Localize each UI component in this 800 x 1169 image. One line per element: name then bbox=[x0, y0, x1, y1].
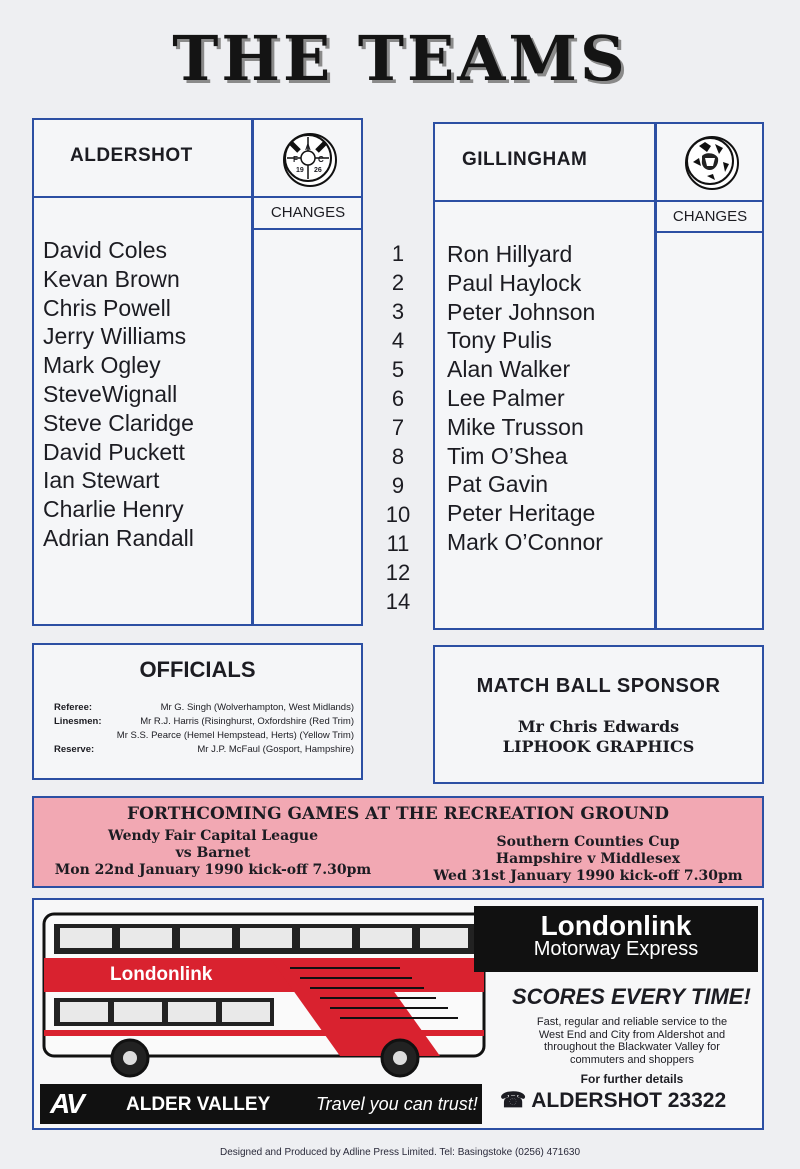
officials-panel: OFFICIALS Referee: Mr G. Singh (Wolverhampton, West Midlands) Linesmen: Mr R.J. Harris (Risinghurst, Oxfordshire (Red Trim) Mr S.S. Pearce (Hemel Hempstead, Herts) (Yellow Trim) Reserve: Mr J.P. McFaul (Gosport, Hampshire) bbox=[32, 643, 363, 780]
officials-title: OFFICIALS bbox=[139, 657, 256, 682]
home-player: SteveWignall bbox=[43, 380, 178, 407]
bus-side-label: Londonlink bbox=[110, 964, 213, 985]
page-title: THE TEAMS bbox=[172, 22, 628, 95]
alder-valley-name: ALDER VALLEY bbox=[126, 1094, 271, 1115]
advert-details-label: For further details bbox=[580, 1072, 684, 1086]
sponsor-name: Mr Chris Edwards bbox=[517, 717, 680, 736]
official-row: Referee: Mr G. Singh (Wolverhampton, West Midlands) bbox=[54, 702, 354, 713]
forthcoming-game-2: Southern Counties Cup Hampshire v Middlesex Wed 31st January 1990 kick-off 7.30pm bbox=[433, 834, 743, 884]
away-player: Mike Trusson bbox=[447, 413, 584, 440]
home-player: David Coles bbox=[43, 237, 167, 263]
shirt-number: 4 bbox=[391, 328, 405, 353]
londonlink-advert bbox=[32, 898, 764, 1130]
advert-slogan: SCORES EVERY TIME! bbox=[512, 984, 751, 1009]
sponsor-title: MATCH BALL SPONSOR bbox=[476, 675, 721, 697]
phone-line bbox=[500, 1088, 726, 1113]
aldershot-crest-icon: A F C 19 26 bbox=[283, 133, 337, 187]
home-player: Jerry Williams bbox=[43, 323, 187, 350]
home-team-name: ALDERSHOT bbox=[70, 145, 193, 166]
away-player: Tim O’Shea bbox=[447, 442, 568, 469]
away-player: Peter Heritage bbox=[447, 500, 596, 527]
brand-subname: Motorway Express bbox=[533, 938, 699, 960]
coach-illustration bbox=[40, 906, 490, 1081]
shirt-number: 11 bbox=[386, 531, 410, 556]
home-player: Ian Stewart bbox=[43, 467, 160, 494]
advert-body: Fast, regular and reliable service to the West End and City from Aldershot and throughout the Blackwater Valley for commuters and shoppers bbox=[536, 1016, 728, 1066]
alder-valley-logo-icon: AV bbox=[50, 1088, 83, 1119]
shirt-number: 7 bbox=[391, 415, 405, 440]
official-row: Linesmen: Mr R.J. Harris (Risinghurst, Oxfordshire (Red Trim) bbox=[54, 716, 354, 727]
away-player: Lee Palmer bbox=[447, 384, 565, 411]
home-player: Charlie Henry bbox=[43, 496, 184, 523]
away-player: Alan Walker bbox=[447, 356, 571, 383]
shirt-number: 6 bbox=[391, 386, 405, 411]
home-player: David Puckett bbox=[43, 438, 185, 465]
away-player: Pat Gavin bbox=[447, 471, 548, 498]
sponsor-panel bbox=[433, 645, 764, 784]
shirt-numbers bbox=[380, 239, 416, 616]
shirt-number: 2 bbox=[391, 270, 405, 295]
home-player: Kevan Brown bbox=[43, 265, 180, 292]
forthcoming-title: FORTHCOMING GAMES AT THE RECREATION GROUND bbox=[127, 804, 669, 824]
shirt-number: 1 bbox=[391, 241, 405, 266]
shirt-number: 9 bbox=[391, 473, 405, 498]
alder-valley-bar bbox=[40, 1084, 482, 1124]
shirt-number: 5 bbox=[391, 357, 405, 382]
londonlink-brand-box bbox=[474, 906, 758, 972]
brand-name: Londonlink bbox=[540, 910, 692, 941]
away-player: Tony Pulis bbox=[447, 327, 552, 354]
away-changes-label: CHANGES bbox=[672, 208, 748, 225]
shirt-number: 12 bbox=[385, 560, 411, 585]
shirt-number: 10 bbox=[385, 502, 411, 527]
away-team-name: GILLINGHAM bbox=[462, 149, 588, 170]
away-player: Ron Hillyard bbox=[447, 241, 573, 267]
alder-valley-tagline: Travel you can trust! bbox=[316, 1094, 478, 1114]
footer-credit: Designed and Produced by Adline Press Limited. Tel: Basingstoke (0256) 471630 bbox=[219, 1147, 581, 1158]
home-player: Steve Claridge bbox=[43, 409, 194, 436]
home-player: Mark Ogley bbox=[43, 352, 161, 379]
forthcoming-games-banner bbox=[32, 796, 764, 888]
away-player: Paul Haylock bbox=[447, 269, 582, 296]
sponsor-company: LIPHOOK GRAPHICS bbox=[502, 737, 695, 756]
away-player: Peter Johnson bbox=[447, 298, 596, 325]
shirt-number: 8 bbox=[391, 444, 405, 469]
home-changes-label: CHANGES bbox=[270, 204, 346, 221]
forthcoming-game-1: Wendy Fair Capital League vs Barnet Mon 22nd January 1990 kick-off 7.30pm bbox=[54, 828, 372, 878]
shirt-number: 3 bbox=[391, 299, 405, 324]
away-player: Mark O’Connor bbox=[447, 528, 603, 555]
shirt-number: 14 bbox=[385, 589, 411, 614]
official-row: Reserve: Mr J.P. McFaul (Gosport, Hampshire) bbox=[54, 744, 354, 755]
phone-number: ALDERSHOT 23322 bbox=[531, 1089, 727, 1112]
phone-icon: ☎ bbox=[500, 1089, 527, 1112]
gillingham-crest-icon bbox=[685, 136, 739, 190]
home-player: Chris Powell bbox=[43, 294, 171, 321]
home-player: Adrian Randall bbox=[43, 524, 194, 551]
